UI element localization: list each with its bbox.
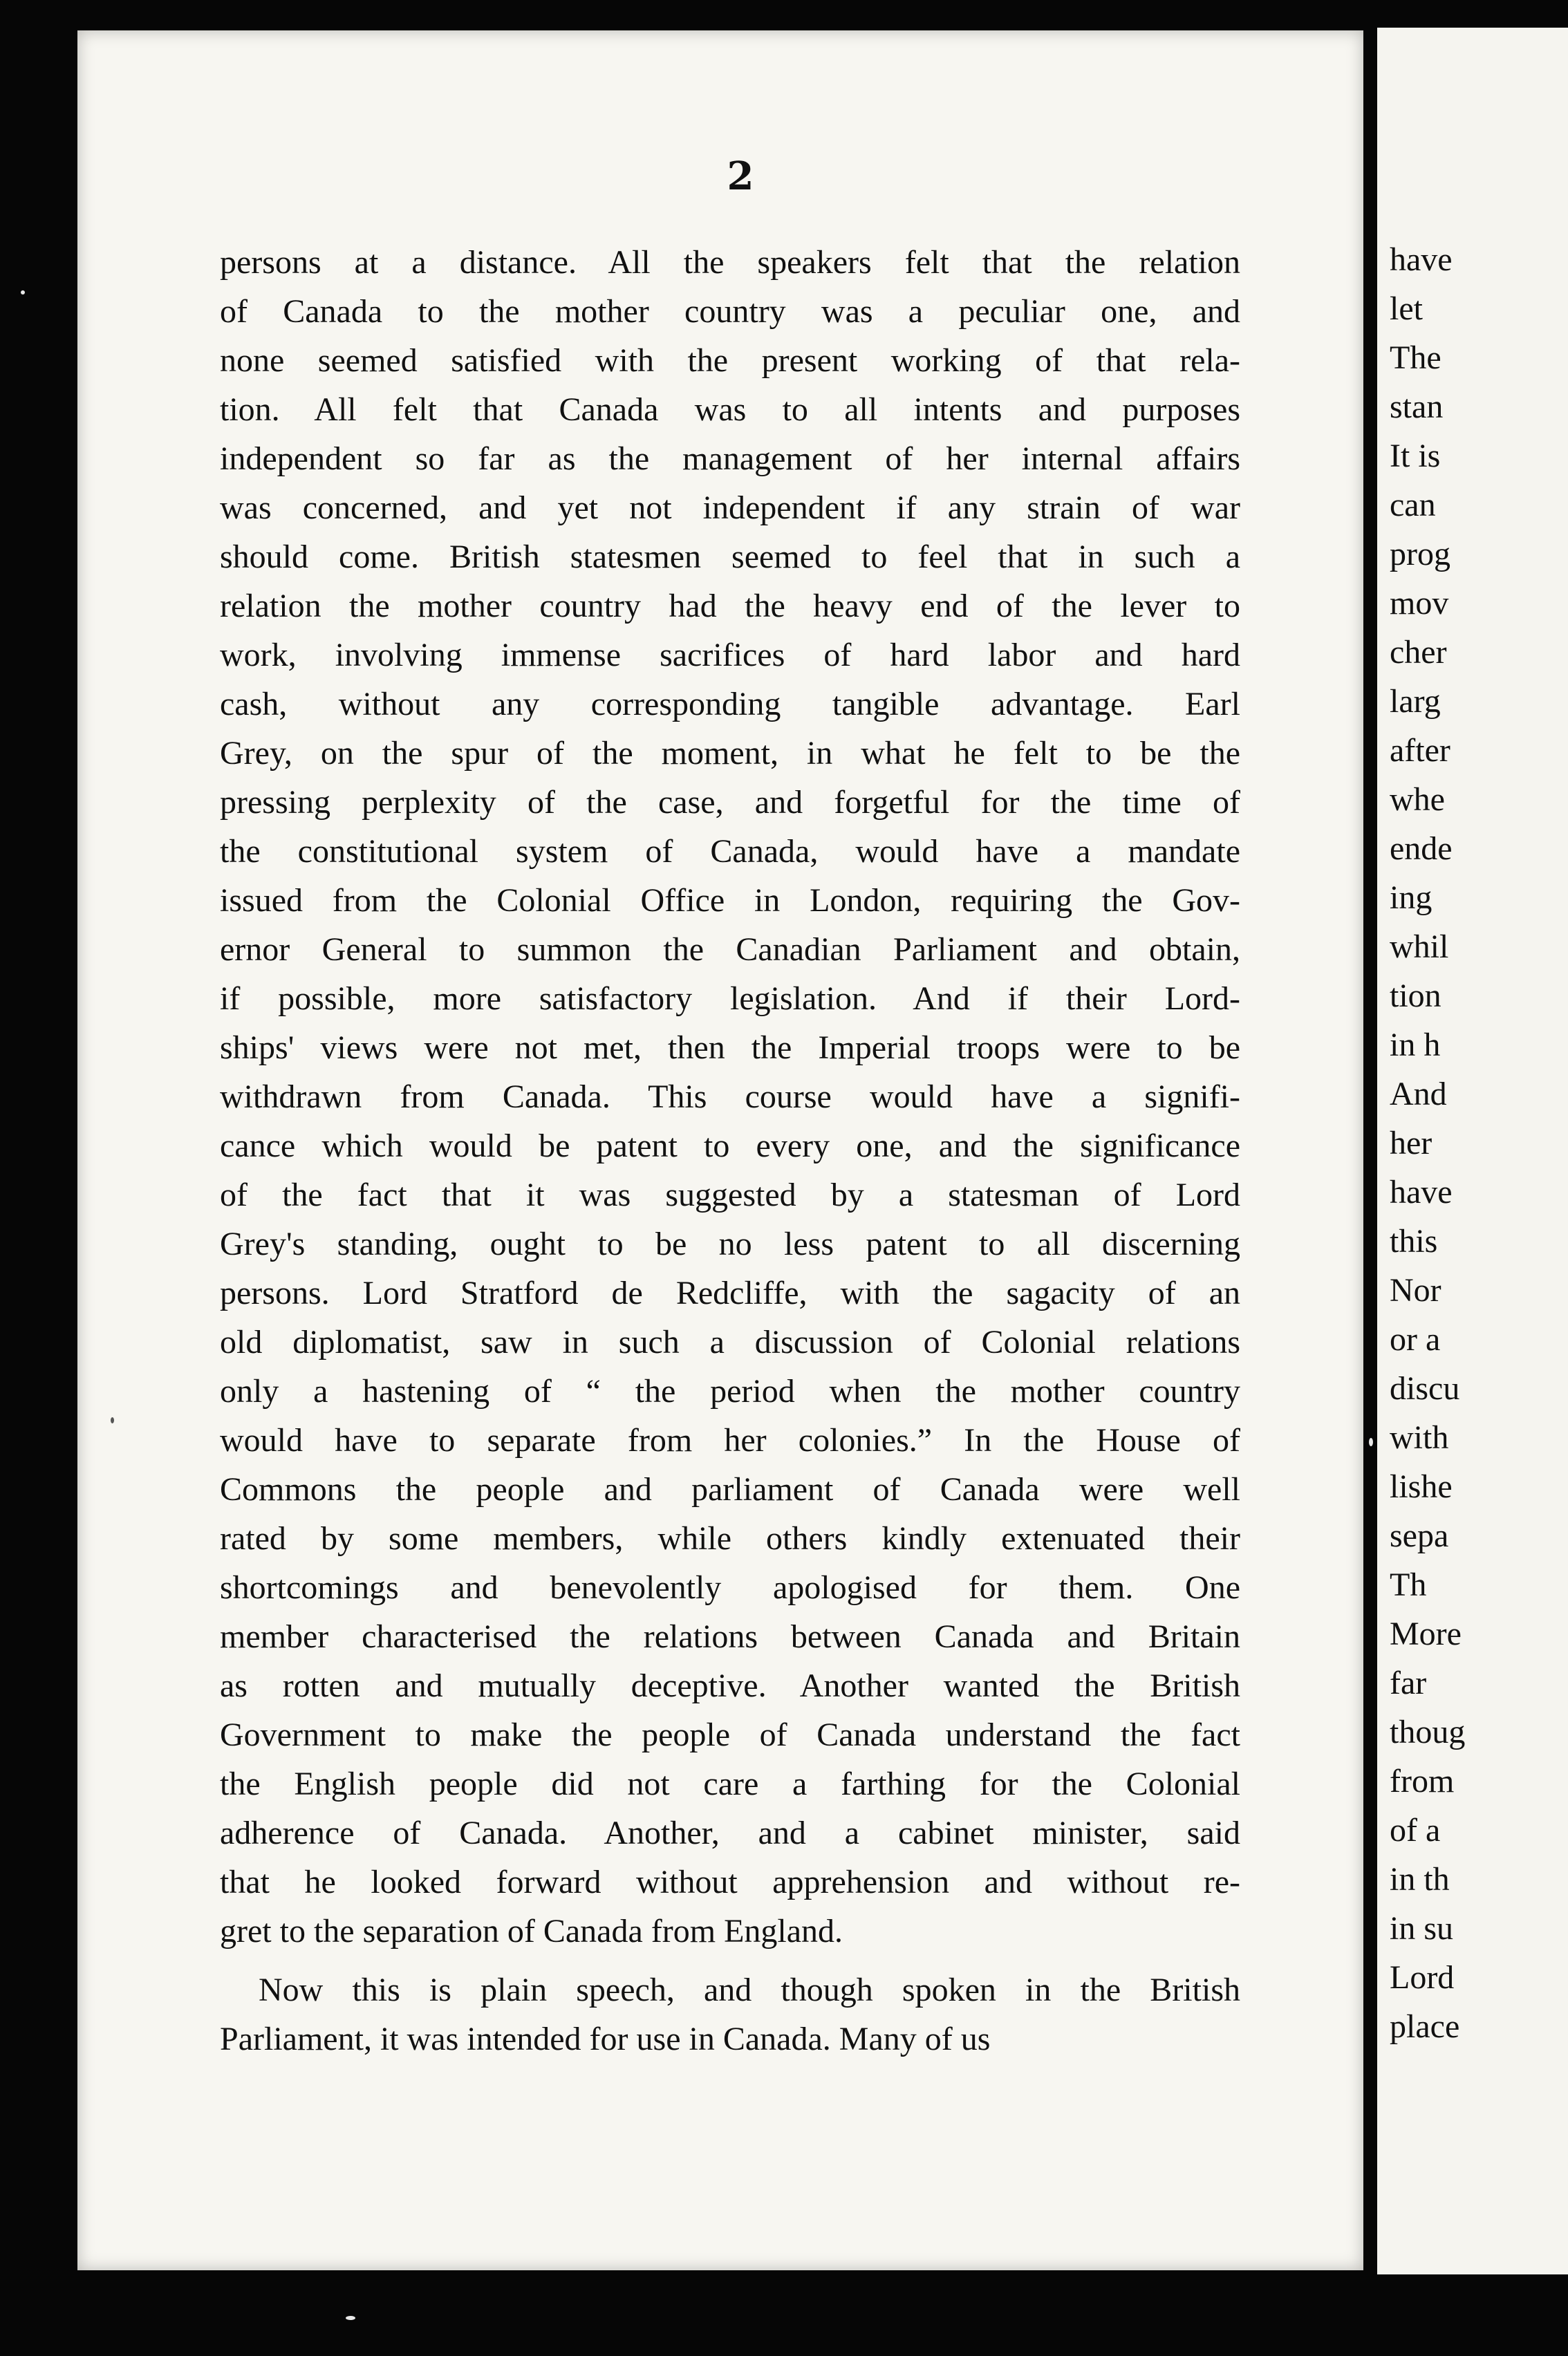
text-line: withdrawn from Canada. This course would have a signifi-	[220, 1078, 1240, 1115]
text-line: the English people did not care a farthing for the Colonial	[220, 1766, 1240, 1802]
text-line: shortcomings and benevolently apologised for them. One	[220, 1569, 1240, 1606]
speck	[1369, 1438, 1373, 1446]
facing-text-line: whil	[1390, 928, 1449, 965]
facing-text-line: have	[1390, 241, 1453, 278]
facing-text-line: prog	[1390, 536, 1450, 572]
facing-page	[1377, 28, 1568, 2274]
text-line: that he looked forward without apprehension and without re-	[220, 1864, 1240, 1900]
text-line: adherence of Canada. Another, and a cabinet minister, said	[220, 1815, 1240, 1851]
facing-text-line: in su	[1390, 1910, 1454, 1947]
text-line: old diplomatist, saw in such a discussion of Colonial relations	[220, 1324, 1240, 1361]
facing-text-line: tion	[1390, 978, 1441, 1014]
facing-text-line: sepa	[1390, 1517, 1449, 1554]
text-line: pressing perplexity of the case, and forgetful for the time of	[220, 784, 1240, 821]
speck	[111, 1417, 114, 1423]
paragraph-gap	[220, 1956, 1240, 1965]
facing-text-line: after	[1390, 732, 1450, 769]
text-line: if possible, more satisfactory legislation. And if their Lord-	[220, 980, 1240, 1017]
facing-text-line: her	[1390, 1125, 1432, 1161]
facing-text-line: lishe	[1390, 1468, 1453, 1505]
facing-text-line: discu	[1390, 1370, 1460, 1407]
facing-text-line: It is	[1390, 438, 1441, 474]
facing-text-line: cher	[1390, 634, 1447, 671]
facing-text-line: Nor	[1390, 1272, 1441, 1309]
facing-text-line: ing	[1390, 879, 1432, 916]
page-number: 2	[727, 153, 754, 199]
facing-text-line: stan	[1390, 389, 1444, 425]
text-line: would have to separate from her colonies.” In the House of	[220, 1422, 1240, 1459]
facing-text-line: can	[1390, 487, 1436, 523]
text-line: as rotten and mutually deceptive. Another wanted the British	[220, 1667, 1240, 1704]
facing-text-line: far	[1390, 1665, 1427, 1701]
facing-text-line: The	[1390, 339, 1441, 376]
text-line: Grey, on the spur of the moment, in what he felt to be the	[220, 735, 1240, 772]
facing-text-line: More	[1390, 1616, 1462, 1652]
speck	[21, 290, 25, 294]
text-line: cance which would be patent to every one, and the significance	[220, 1128, 1240, 1164]
text-line: of the fact that it was suggested by a statesman of Lord	[220, 1177, 1240, 1213]
text-line: rated by some members, while others kindly extenuated their	[220, 1520, 1240, 1557]
text-line: persons. Lord Stratford de Redcliffe, with the sagacity of an	[220, 1275, 1240, 1311]
text-line: relation the mother country had the heavy end of the lever to	[220, 588, 1240, 624]
facing-text-line: larg	[1390, 683, 1441, 720]
facing-text-line: from	[1390, 1763, 1455, 1799]
facing-text-line: with	[1390, 1419, 1449, 1456]
text-line: of Canada to the mother country was a peculiar one, and	[220, 293, 1240, 330]
text-line: persons at a distance. All the speakers felt that the relation	[220, 244, 1240, 281]
text-line: issued from the Colonial Office in London, requiring the Gov-	[220, 882, 1240, 919]
facing-text-line: in h	[1390, 1027, 1441, 1063]
text-line: Now this is plain speech, and though spoken in the British	[259, 1972, 1240, 2008]
text-line: independent so far as the management of her internal affairs	[220, 440, 1240, 477]
text-line: tion. All felt that Canada was to all intents and purposes	[220, 391, 1240, 428]
text-line: ernor General to summon the Canadian Parliament and obtain,	[220, 931, 1240, 968]
text-line: ships' views were not met, then the Imperial troops were to be	[220, 1029, 1240, 1066]
facing-text-line: have	[1390, 1174, 1453, 1210]
text-line: was concerned, and yet not independent if any strain of war	[220, 489, 1240, 526]
text-line: gret to the separation of Canada from England.	[220, 1913, 843, 1950]
facing-text-line: Th	[1390, 1567, 1427, 1603]
text-line: work, involving immense sacrifices of hard labor and hard	[220, 637, 1240, 673]
text-line: Grey's standing, ought to be no less patent to all discerning	[220, 1226, 1240, 1262]
text-line: Parliament, it was intended for use in Canada. Many of us	[220, 2021, 991, 2057]
facing-text-line: in th	[1390, 1861, 1450, 1898]
facing-text-line: whe	[1390, 781, 1445, 818]
text-line: Commons the people and parliament of Canada were well	[220, 1471, 1240, 1508]
facing-text-line: place	[1390, 2008, 1460, 2045]
speck	[346, 2316, 355, 2320]
text-line: cash, without any corresponding tangible advantage. Earl	[220, 686, 1240, 722]
facing-text-line: this	[1390, 1223, 1438, 1260]
facing-text-line: mov	[1390, 585, 1449, 621]
text-line: none seemed satisfied with the present working of that rela-	[220, 342, 1240, 379]
text-line: should come. British statesmen seemed to feel that in such a	[220, 539, 1240, 575]
text-line: the constitutional system of Canada, would have a mandate	[220, 833, 1240, 870]
facing-text-line: thoug	[1390, 1714, 1466, 1750]
body-text	[220, 238, 1240, 2064]
facing-text-line: Lord	[1390, 1959, 1455, 1996]
facing-page-text	[1390, 235, 1465, 2051]
text-line: member characterised the relations between Canada and Britain	[220, 1618, 1240, 1655]
facing-text-line: And	[1390, 1076, 1447, 1112]
text-line: only a hastening of “ the period when the mother country	[220, 1373, 1240, 1410]
text-line: Government to make the people of Canada understand the fact	[220, 1717, 1240, 1753]
facing-text-line: or a	[1390, 1321, 1441, 1358]
facing-text-line: let	[1390, 290, 1423, 327]
facing-text-line: of a	[1390, 1812, 1441, 1849]
facing-text-line: ende	[1390, 830, 1453, 867]
